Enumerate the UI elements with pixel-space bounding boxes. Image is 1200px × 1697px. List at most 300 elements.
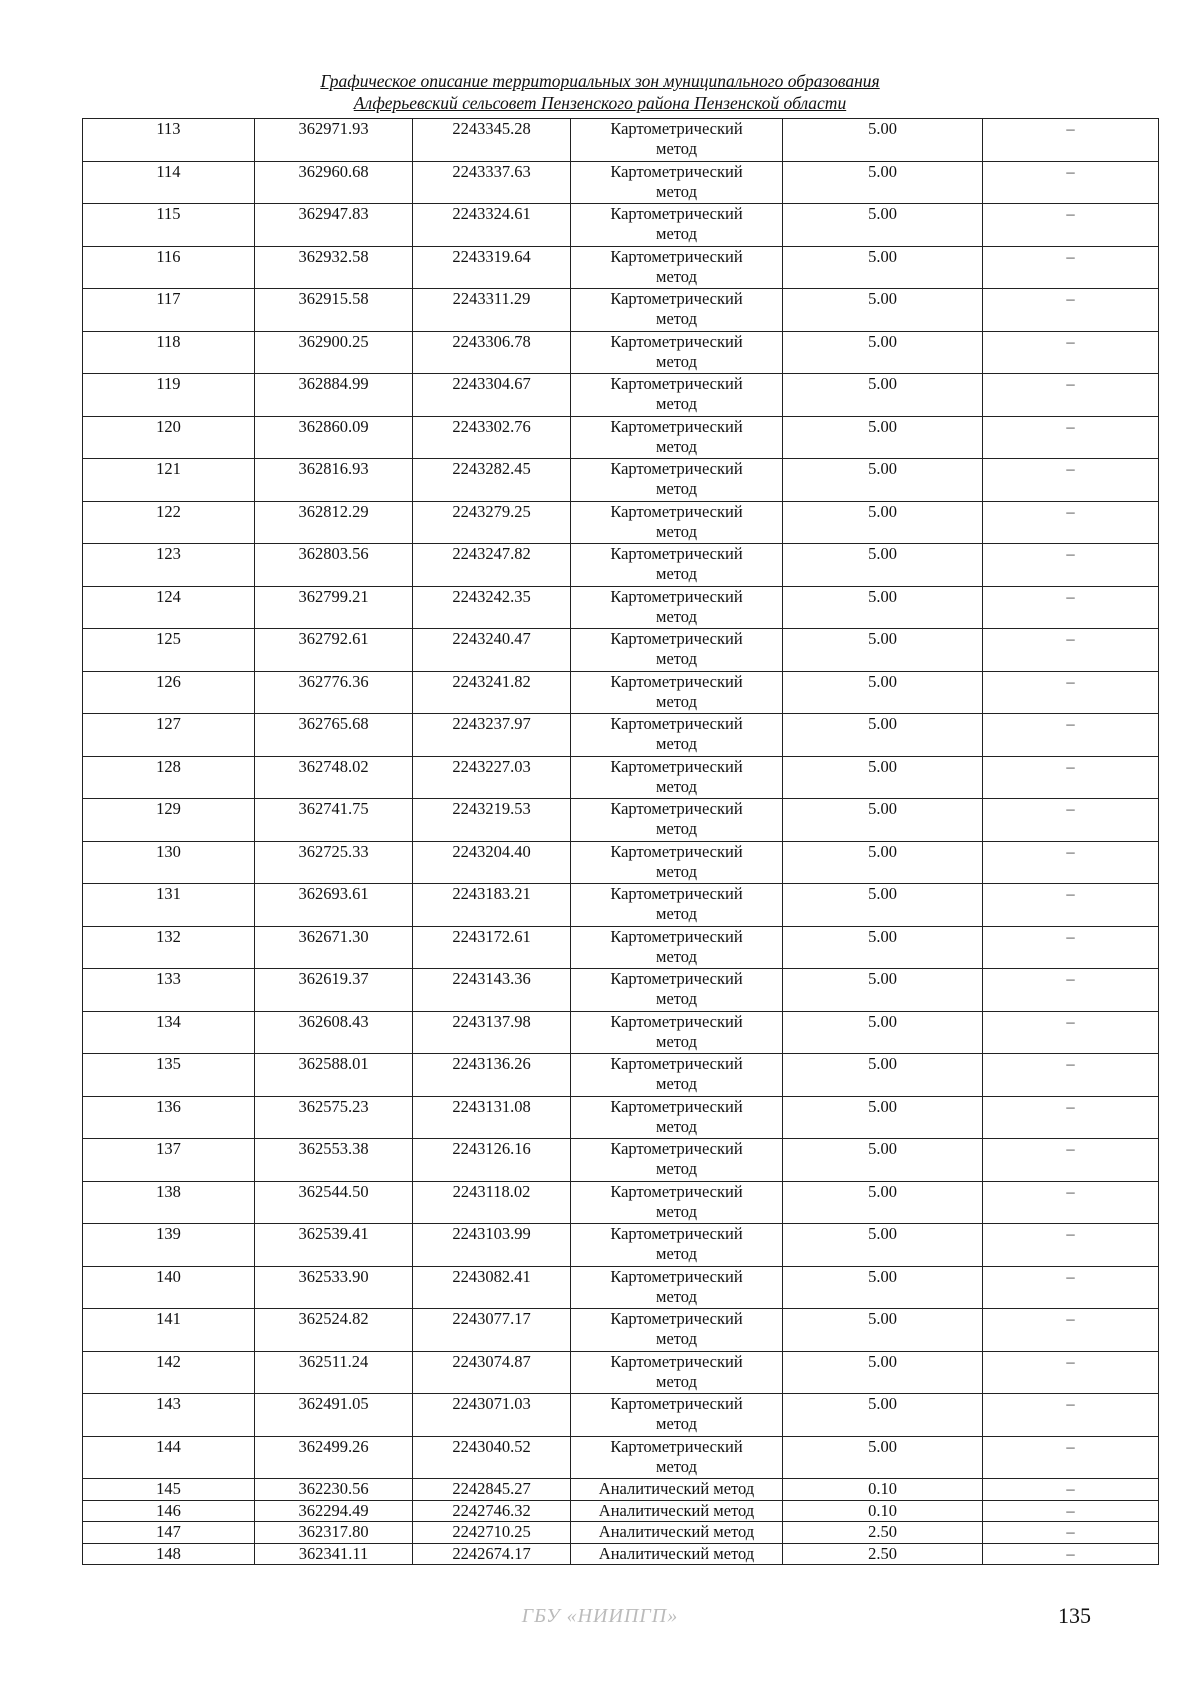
accuracy-text: 5.00 <box>868 161 897 181</box>
method-cell <box>571 1011 783 1054</box>
accuracy-cell <box>783 926 983 969</box>
table-row <box>83 374 1159 417</box>
y-coordinate-cell <box>413 671 571 714</box>
x-coordinate-text: 362971.93 <box>298 119 369 138</box>
accuracy-cell <box>783 416 983 459</box>
method-text: Картометрический <box>610 884 743 903</box>
point-number-cell <box>83 1500 255 1522</box>
method-text: Картометрический <box>610 1096 743 1116</box>
point-number-text: 136 <box>156 1096 181 1116</box>
y-coordinate-text: 2243126.16 <box>452 1139 531 1158</box>
point-number-cell <box>83 671 255 714</box>
table-row <box>83 459 1159 502</box>
point-number-cell <box>83 119 255 162</box>
y-coordinate-text: 2243311.29 <box>452 289 531 308</box>
table-row <box>83 1096 1159 1139</box>
x-coordinate-cell <box>255 1054 413 1097</box>
point-number-text: 122 <box>156 501 181 521</box>
method-cell <box>571 416 783 459</box>
x-coordinate-text: 362915.58 <box>298 289 369 308</box>
y-coordinate-cell <box>413 161 571 204</box>
accuracy-cell <box>783 1011 983 1054</box>
y-coordinate-text: 2243103.99 <box>452 1224 531 1243</box>
description-text: – <box>1066 586 1075 606</box>
point-number-cell <box>83 884 255 927</box>
method-cell <box>571 756 783 799</box>
method-text: Картометрический <box>610 586 743 606</box>
point-number-cell <box>83 374 255 417</box>
accuracy-text: 5.00 <box>868 289 897 308</box>
description-cell <box>983 629 1159 672</box>
method-cell <box>571 289 783 332</box>
method-cell-line-2: метод <box>656 946 697 966</box>
table-row <box>83 1224 1159 1267</box>
description-text: – <box>1066 884 1075 903</box>
method-text: Картометрический <box>610 671 743 691</box>
x-coordinate-text: 362792.61 <box>298 629 369 648</box>
x-coordinate-text: 362341.11 <box>298 1543 369 1563</box>
point-number-cell <box>83 1096 255 1139</box>
point-number-text: 126 <box>156 671 181 691</box>
point-number-cell <box>83 1394 255 1437</box>
accuracy-cell <box>783 289 983 332</box>
method-text: Картометрический <box>610 714 743 733</box>
method-cell <box>571 926 783 969</box>
method-cell-line-2: метод <box>656 564 697 583</box>
accuracy-text: 2.50 <box>868 1522 897 1541</box>
accuracy-cell <box>783 841 983 884</box>
method-cell-line-2: метод <box>656 776 697 796</box>
y-coordinate-cell <box>413 544 571 587</box>
x-coordinate-cell <box>255 374 413 417</box>
table-row <box>83 714 1159 757</box>
x-coordinate-cell <box>255 416 413 459</box>
accuracy-text: 5.00 <box>868 1351 897 1371</box>
description-text: – <box>1066 1266 1075 1286</box>
method-text: Картометрический <box>610 501 743 521</box>
y-coordinate-cell <box>413 756 571 799</box>
method-cell <box>571 1479 783 1501</box>
table-row <box>83 1394 1159 1437</box>
x-coordinate-cell <box>255 1139 413 1182</box>
description-text: – <box>1066 501 1075 521</box>
description-text: – <box>1066 1096 1075 1116</box>
description-cell <box>983 544 1159 587</box>
description-cell <box>983 926 1159 969</box>
y-coordinate-text: 2243227.03 <box>452 756 531 776</box>
x-coordinate-text: 362608.43 <box>298 1011 369 1031</box>
method-text: Картометрический <box>610 1351 743 1371</box>
accuracy-text: 0.10 <box>868 1500 897 1520</box>
x-coordinate-text: 362230.56 <box>298 1479 369 1498</box>
point-number-text: 115 <box>156 204 181 223</box>
description-cell <box>983 1479 1159 1501</box>
method-cell-line-2: метод <box>656 989 697 1008</box>
method-text: Картометрический <box>610 544 743 563</box>
x-coordinate-cell <box>255 1096 413 1139</box>
x-coordinate-cell <box>255 884 413 927</box>
method-text: Картометрический <box>610 331 743 351</box>
y-coordinate-cell <box>413 1181 571 1224</box>
y-coordinate-text: 2243172.61 <box>452 926 531 946</box>
point-number-cell <box>83 1351 255 1394</box>
x-coordinate-text: 362900.25 <box>298 331 369 351</box>
x-coordinate-cell <box>255 119 413 162</box>
method-cell <box>571 119 783 162</box>
method-cell <box>571 1309 783 1352</box>
method-cell-line-2: метод <box>656 266 697 286</box>
method-cell-line-2: метод <box>656 1074 697 1093</box>
x-coordinate-cell <box>255 331 413 374</box>
y-coordinate-text: 2242845.27 <box>452 1479 531 1498</box>
header-line-2: Алферьевский сельсовет Пензенского района Пензенской области <box>353 93 847 113</box>
x-coordinate-cell <box>255 1543 413 1565</box>
table-row <box>83 969 1159 1012</box>
point-number-text: 134 <box>156 1011 181 1031</box>
method-text: Картометрический <box>610 1436 743 1456</box>
description-text: – <box>1066 1479 1075 1498</box>
point-number-cell <box>83 799 255 842</box>
y-coordinate-cell <box>413 714 571 757</box>
x-coordinate-cell <box>255 586 413 629</box>
x-coordinate-text: 362294.49 <box>298 1500 369 1520</box>
method-cell-line-2: метод <box>656 139 697 158</box>
accuracy-text: 5.00 <box>868 1139 897 1158</box>
point-number-text: 128 <box>156 756 181 776</box>
method-text: Картометрический <box>610 161 743 181</box>
x-coordinate-text: 362499.26 <box>298 1436 369 1456</box>
y-coordinate-text: 2243241.82 <box>452 671 531 691</box>
description-text: – <box>1066 1522 1075 1541</box>
description-text: – <box>1066 246 1075 266</box>
point-number-cell <box>83 1224 255 1267</box>
point-number-text: 132 <box>156 926 181 946</box>
point-number-cell <box>83 544 255 587</box>
y-coordinate-cell <box>413 374 571 417</box>
point-number-text: 140 <box>156 1266 181 1286</box>
table-row <box>83 1500 1159 1522</box>
point-number-text: 121 <box>156 459 181 478</box>
table-row <box>83 1436 1159 1479</box>
table-row <box>83 246 1159 289</box>
y-coordinate-cell <box>413 799 571 842</box>
x-coordinate-cell <box>255 1500 413 1522</box>
y-coordinate-text: 2243118.02 <box>452 1181 531 1201</box>
description-cell <box>983 1096 1159 1139</box>
y-coordinate-cell <box>413 1266 571 1309</box>
description-cell <box>983 1139 1159 1182</box>
method-cell <box>571 1139 783 1182</box>
method-text: Картометрический <box>610 1224 743 1243</box>
point-number-text: 147 <box>156 1522 181 1541</box>
accuracy-text: 5.00 <box>868 714 897 733</box>
x-coordinate-cell <box>255 544 413 587</box>
description-text: – <box>1066 1436 1075 1456</box>
y-coordinate-text: 2242674.17 <box>452 1543 531 1563</box>
description-text: – <box>1066 204 1075 223</box>
point-number-text: 135 <box>156 1054 181 1073</box>
table-row <box>83 671 1159 714</box>
point-number-text: 148 <box>156 1543 181 1563</box>
accuracy-text: 5.00 <box>868 246 897 266</box>
y-coordinate-cell <box>413 926 571 969</box>
accuracy-text: 5.00 <box>868 1011 897 1031</box>
x-coordinate-text: 362491.05 <box>298 1394 369 1413</box>
accuracy-text: 5.00 <box>868 331 897 351</box>
description-text: – <box>1066 289 1075 308</box>
description-text: – <box>1066 799 1075 818</box>
table-row <box>83 1054 1159 1097</box>
y-coordinate-text: 2243304.67 <box>452 374 531 393</box>
y-coordinate-cell <box>413 119 571 162</box>
accuracy-text: 2.50 <box>868 1543 897 1563</box>
method-cell <box>571 586 783 629</box>
method-text: Картометрический <box>610 1054 743 1073</box>
description-text: – <box>1066 1394 1075 1413</box>
y-coordinate-cell <box>413 1224 571 1267</box>
method-cell-line-2: метод <box>656 181 697 201</box>
y-coordinate-text: 2243306.78 <box>452 331 531 351</box>
table-row <box>83 586 1159 629</box>
table-row <box>83 799 1159 842</box>
y-coordinate-text: 2243204.40 <box>452 841 531 861</box>
point-number-cell <box>83 416 255 459</box>
y-coordinate-cell <box>413 1139 571 1182</box>
accuracy-cell <box>783 1479 983 1501</box>
description-cell <box>983 501 1159 544</box>
y-coordinate-cell <box>413 969 571 1012</box>
x-coordinate-cell <box>255 714 413 757</box>
method-cell-line-2: метод <box>656 224 697 243</box>
table-row <box>83 161 1159 204</box>
point-number-cell <box>83 1522 255 1544</box>
point-number-cell <box>83 1266 255 1309</box>
y-coordinate-text: 2243240.47 <box>452 629 531 648</box>
method-cell <box>571 1543 783 1565</box>
method-cell <box>571 1054 783 1097</box>
description-text: – <box>1066 1054 1075 1073</box>
method-text: Картометрический <box>610 1266 743 1286</box>
y-coordinate-cell <box>413 1054 571 1097</box>
x-coordinate-text: 362812.29 <box>298 501 369 521</box>
accuracy-cell <box>783 799 983 842</box>
x-coordinate-text: 362511.24 <box>298 1351 369 1371</box>
method-text: Картометрический <box>610 1181 743 1201</box>
table-row <box>83 1181 1159 1224</box>
accuracy-text: 5.00 <box>868 416 897 436</box>
method-text: Картометрический <box>610 756 743 776</box>
description-cell <box>983 416 1159 459</box>
description-text: – <box>1066 119 1075 138</box>
description-text: – <box>1066 1011 1075 1031</box>
description-cell <box>983 331 1159 374</box>
point-number-text: 130 <box>156 841 181 861</box>
accuracy-text: 5.00 <box>868 1309 897 1328</box>
accuracy-text: 5.00 <box>868 586 897 606</box>
x-coordinate-cell <box>255 1522 413 1544</box>
method-cell-line-2: метод <box>656 309 697 328</box>
point-number-cell <box>83 459 255 502</box>
x-coordinate-cell <box>255 1479 413 1501</box>
accuracy-cell <box>783 1309 983 1352</box>
point-number-cell <box>83 969 255 1012</box>
y-coordinate-text: 2242710.25 <box>452 1522 531 1541</box>
y-coordinate-text: 2243279.25 <box>452 501 531 521</box>
description-cell <box>983 586 1159 629</box>
y-coordinate-text: 2242746.32 <box>452 1500 531 1520</box>
description-cell <box>983 756 1159 799</box>
accuracy-cell <box>783 1266 983 1309</box>
point-number-cell <box>83 1436 255 1479</box>
y-coordinate-text: 2243319.64 <box>452 246 531 266</box>
accuracy-text: 5.00 <box>868 1224 897 1243</box>
method-cell-line-2: метод <box>656 1031 697 1051</box>
point-number-cell <box>83 714 255 757</box>
method-cell-line-2: метод <box>656 1329 697 1348</box>
method-cell-line-2: метод <box>656 819 697 838</box>
method-cell <box>571 501 783 544</box>
method-cell <box>571 629 783 672</box>
table-row <box>83 331 1159 374</box>
header-line-1: Графическое описание территориальных зон муниципального образования <box>320 71 880 91</box>
x-coordinate-text: 362553.38 <box>298 1139 369 1158</box>
method-cell <box>571 1500 783 1522</box>
x-coordinate-cell <box>255 926 413 969</box>
accuracy-cell <box>783 544 983 587</box>
y-coordinate-text: 2243077.17 <box>452 1309 531 1328</box>
x-coordinate-text: 362803.56 <box>298 544 369 563</box>
accuracy-cell <box>783 1522 983 1544</box>
method-cell <box>571 374 783 417</box>
y-coordinate-cell <box>413 1394 571 1437</box>
description-cell <box>983 884 1159 927</box>
method-cell-line-2: метод <box>656 649 697 668</box>
x-coordinate-cell <box>255 671 413 714</box>
table-row <box>83 289 1159 332</box>
y-coordinate-text: 2243219.53 <box>452 799 531 818</box>
method-cell-line-2: метод <box>656 351 697 371</box>
table-row <box>83 119 1159 162</box>
accuracy-text: 5.00 <box>868 374 897 393</box>
x-coordinate-cell <box>255 1394 413 1437</box>
method-cell <box>571 1224 783 1267</box>
table-row <box>83 501 1159 544</box>
method-cell <box>571 1351 783 1394</box>
x-coordinate-cell <box>255 629 413 672</box>
description-cell <box>983 161 1159 204</box>
y-coordinate-text: 2243302.76 <box>452 416 531 436</box>
point-number-text: 139 <box>156 1224 181 1243</box>
table-row <box>83 756 1159 799</box>
accuracy-text: 5.00 <box>868 1436 897 1456</box>
description-cell <box>983 1351 1159 1394</box>
method-text: Картометрический <box>610 204 743 223</box>
point-number-cell <box>83 1054 255 1097</box>
y-coordinate-cell <box>413 331 571 374</box>
description-cell <box>983 671 1159 714</box>
y-coordinate-text: 2243137.98 <box>452 1011 531 1031</box>
method-cell <box>571 331 783 374</box>
accuracy-cell <box>783 1394 983 1437</box>
method-cell-line-2: метод <box>656 861 697 881</box>
x-coordinate-cell <box>255 969 413 1012</box>
x-coordinate-cell <box>255 204 413 247</box>
y-coordinate-cell <box>413 1011 571 1054</box>
accuracy-cell <box>783 1181 983 1224</box>
description-cell <box>983 1500 1159 1522</box>
method-cell-line-2: метод <box>656 479 697 498</box>
method-cell <box>571 1522 783 1544</box>
accuracy-text: 5.00 <box>868 1181 897 1201</box>
x-coordinate-text: 362960.68 <box>298 161 369 181</box>
y-coordinate-text: 2243143.36 <box>452 969 531 988</box>
description-cell <box>983 1522 1159 1544</box>
document-header <box>0 70 1200 114</box>
method-cell-line-2: метод <box>656 1286 697 1306</box>
method-text: Картометрический <box>610 926 743 946</box>
description-cell <box>983 1011 1159 1054</box>
x-coordinate-text: 362533.90 <box>298 1266 369 1286</box>
description-text: – <box>1066 459 1075 478</box>
point-number-text: 143 <box>156 1394 181 1413</box>
method-text: Картометрический <box>610 1394 743 1413</box>
accuracy-text: 5.00 <box>868 1096 897 1116</box>
method-cell-line-2: метод <box>656 436 697 456</box>
method-cell <box>571 1266 783 1309</box>
organization-footer: ГБУ «НИИПГП» <box>521 1605 679 1627</box>
description-text: – <box>1066 544 1075 563</box>
y-coordinate-text: 2243237.97 <box>452 714 531 733</box>
method-text: Картометрический <box>610 799 743 818</box>
y-coordinate-cell <box>413 1351 571 1394</box>
method-cell <box>571 841 783 884</box>
description-cell <box>983 1054 1159 1097</box>
y-coordinate-text: 2243247.82 <box>452 544 531 563</box>
y-coordinate-cell <box>413 1522 571 1544</box>
method-cell <box>571 459 783 502</box>
point-number-text: 137 <box>156 1139 181 1158</box>
point-number-text: 124 <box>156 586 181 606</box>
x-coordinate-text: 362884.99 <box>298 374 369 393</box>
accuracy-cell <box>783 1224 983 1267</box>
method-text: Картометрический <box>610 119 743 138</box>
accuracy-text: 5.00 <box>868 926 897 946</box>
accuracy-cell <box>783 586 983 629</box>
description-text: – <box>1066 1224 1075 1243</box>
point-number-cell <box>83 1479 255 1501</box>
method-cell-line-2: метод <box>656 1371 697 1391</box>
method-text: Картометрический <box>610 459 743 478</box>
method-cell-line-2: метод <box>656 606 697 626</box>
method-cell <box>571 1096 783 1139</box>
method-cell <box>571 204 783 247</box>
description-cell <box>983 119 1159 162</box>
x-coordinate-text: 362575.23 <box>298 1096 369 1116</box>
y-coordinate-cell <box>413 289 571 332</box>
accuracy-cell <box>783 246 983 289</box>
method-text: Картометрический <box>610 416 743 436</box>
accuracy-text: 5.00 <box>868 1266 897 1286</box>
description-text: – <box>1066 629 1075 648</box>
x-coordinate-text: 362317.80 <box>298 1522 369 1541</box>
description-text: – <box>1066 1139 1075 1158</box>
x-coordinate-cell <box>255 1351 413 1394</box>
method-text: Аналитический метод <box>598 1500 755 1520</box>
method-cell <box>571 671 783 714</box>
table-row <box>83 1479 1159 1501</box>
description-cell <box>983 289 1159 332</box>
description-cell <box>983 1224 1159 1267</box>
